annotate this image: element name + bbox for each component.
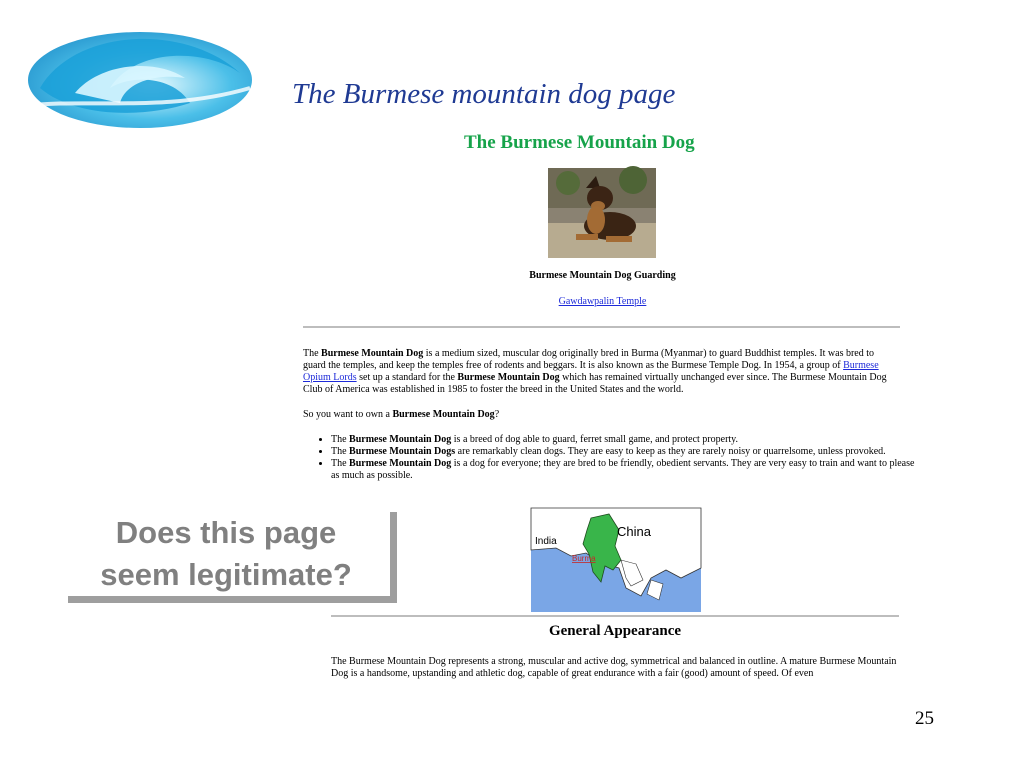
wave-logo xyxy=(15,18,255,130)
question-line xyxy=(303,409,893,421)
bullet-breed: Burmese Mountain Dog xyxy=(349,458,452,469)
page-number: 25 xyxy=(915,708,934,729)
photo-caption: Burmese Mountain Dog Guarding xyxy=(529,270,676,281)
section-heading: General Appearance xyxy=(548,623,682,639)
intro-text: is a medium sized, muscular dog originally bred in Burma (Myanmar) to guard Buddhist temples. It was bred to guard the temples, and keep the temples free of rodents and beggars. It is also known as the Burmese Temple Dog. In 1954, a group of xyxy=(303,348,875,371)
bullet-text: are remarkably clean dogs. They are easy to keep as they are rarely noisy or quarrelsome, unless provoked. xyxy=(455,446,886,457)
bullet-breed: Burmese Mountain Dogs xyxy=(349,446,456,457)
temple-link[interactable]: Gawdawpalin Temple xyxy=(558,296,647,307)
intro-breed: Burmese Mountain Dog xyxy=(321,348,424,359)
callout-line: Does this page xyxy=(115,515,337,550)
website-heading: The Burmese Mountain Dog xyxy=(464,132,695,153)
bullet-breed: Burmese Mountain Dog xyxy=(349,434,452,445)
map-label-india: India xyxy=(535,536,557,547)
intro-text: which has remained virtually unchanged ever since. The Burmese Mountain Dog Club of America was established in 1985 to foster the breed in the United States and the world. xyxy=(303,372,887,395)
intro-text: The xyxy=(303,348,322,359)
bullet-text: The xyxy=(331,434,350,445)
feature-list xyxy=(303,434,921,482)
question-text: So you want to own a xyxy=(303,409,393,420)
callout-box xyxy=(68,512,398,602)
opium-lords-link[interactable]: Burmese Opium Lords xyxy=(303,360,879,383)
callout-question xyxy=(68,512,384,596)
callout-line: seem legitimate? xyxy=(100,557,352,592)
slide-title: The Burmese mountain dog page xyxy=(292,78,676,110)
divider xyxy=(331,615,899,617)
list-item xyxy=(331,446,921,458)
map-label-china: China xyxy=(617,524,651,539)
question-text: ? xyxy=(494,409,500,420)
question-breed: Burmese Mountain Dog xyxy=(392,409,495,420)
map-label-burma: Burma xyxy=(572,554,596,563)
bullet-text: The xyxy=(331,458,350,469)
bullet-text: is a dog for everyone; they are bred to be friendly, obedient servants. They are very easy to train and want to please as much as possible. xyxy=(331,458,915,481)
appearance-paragraph: The Burmese Mountain Dog represents a strong, muscular and active dog, symmetrical and balanced in outline. A mature Burmese Mountain Dog is a handsome, upstanding and athletic dog, capable of great endurance with a fair (good) amount of speed. Of even xyxy=(331,656,897,679)
list-item xyxy=(331,458,921,482)
bullet-text: is a breed of dog able to guard, ferret small game, and protect property. xyxy=(451,434,739,445)
intro-paragraph xyxy=(303,348,893,396)
dog-photo xyxy=(548,168,656,258)
intro-breed: Burmese Mountain Dog xyxy=(457,372,560,383)
bullet-text: The xyxy=(331,446,350,457)
list-item xyxy=(331,434,921,446)
burma-map xyxy=(531,508,701,612)
divider xyxy=(303,326,900,328)
intro-text: set up a standard for the xyxy=(356,372,458,383)
